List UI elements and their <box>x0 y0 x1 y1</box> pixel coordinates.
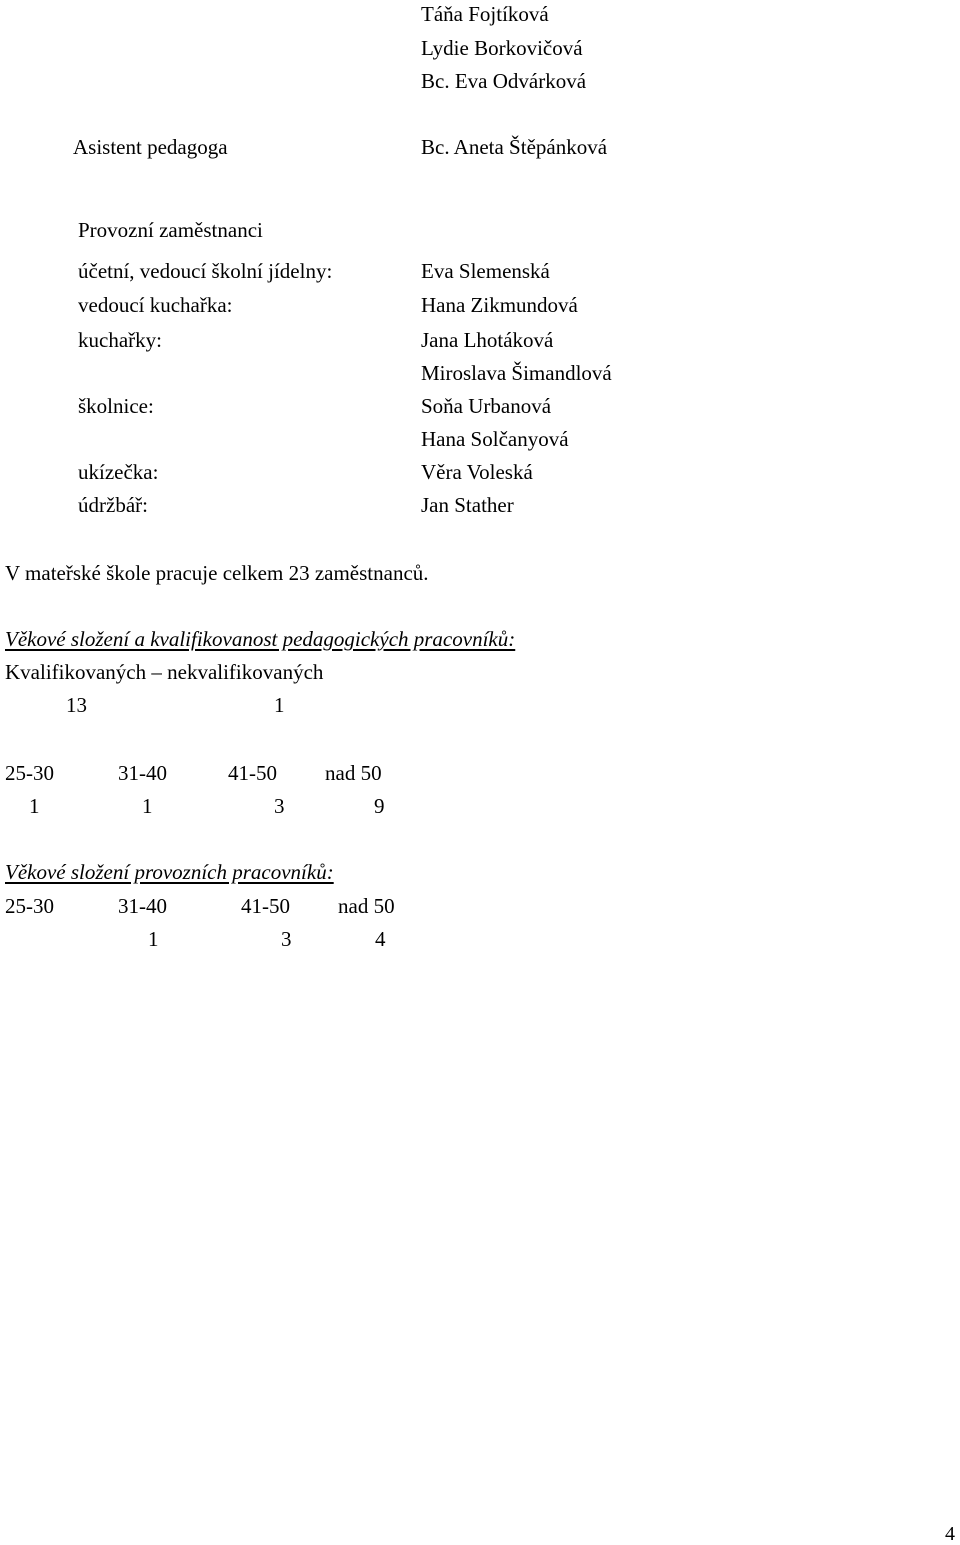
qualification-labels: Kvalifikovaných – nekvalifikovaných <box>5 660 324 684</box>
staff-name-2: Lydie Borkovičová <box>421 36 583 60</box>
role-name-cleaner: Věra Voleská <box>421 460 533 484</box>
op-age-count-1: 1 <box>148 927 159 951</box>
role-name-maintenance: Jan Stather <box>421 493 514 517</box>
role-name-caretaker-2: Hana Solčanyová <box>421 427 569 451</box>
op-age-group-1: 25-30 <box>5 894 54 918</box>
ped-age-count-2: 1 <box>142 794 153 818</box>
operational-title: Provozní zaměstnanci <box>78 218 263 242</box>
role-label-cleaner: ukízečka: <box>78 460 159 484</box>
pedagogical-heading: Věkové složení a kvalifikovanost pedagogických pracovníků: <box>5 627 516 651</box>
role-name-accountant: Eva Slemenská <box>421 259 550 283</box>
staff-name-3: Bc. Eva Odvárková <box>421 69 587 93</box>
ped-age-group-3: 41-50 <box>228 761 277 785</box>
op-age-group-2: 31-40 <box>118 894 167 918</box>
role-label-head-cook: vedoucí kuchařka: <box>78 293 233 317</box>
operational-age-heading: Věkové složení provozních pracovníků: <box>5 860 334 884</box>
assistant-label: Asistent pedagoga <box>73 135 228 159</box>
ped-age-count-1: 1 <box>29 794 40 818</box>
unqualified-count: 1 <box>274 693 285 717</box>
role-label-accountant: účetní, vedoucí školní jídelny: <box>78 259 333 283</box>
staff-name-1: Táňa Fojtíková <box>421 2 549 26</box>
page-number: 4 <box>945 1523 955 1545</box>
op-age-count-2: 3 <box>281 927 292 951</box>
summary-text: V mateřské škole pracuje celkem 23 zaměstnanců. <box>5 561 429 585</box>
op-age-count-3: 4 <box>375 927 386 951</box>
op-age-group-4: nad 50 <box>338 894 395 918</box>
role-name-head-cook: Hana Zikmundová <box>421 293 578 317</box>
role-name-cook-2: Miroslava Šimandlová <box>421 361 612 385</box>
ped-age-group-4: nad 50 <box>325 761 382 785</box>
role-label-caretaker: školnice: <box>78 394 154 418</box>
role-label-cooks: kuchařky: <box>78 328 162 352</box>
qualified-count: 13 <box>66 693 87 717</box>
role-label-maintenance: údržbář: <box>78 493 148 517</box>
ped-age-count-3: 3 <box>274 794 285 818</box>
op-age-group-3: 41-50 <box>241 894 290 918</box>
ped-age-group-1: 25-30 <box>5 761 54 785</box>
role-name-cook-1: Jana Lhotáková <box>421 328 554 352</box>
ped-age-count-4: 9 <box>374 794 385 818</box>
assistant-name: Bc. Aneta Štěpánková <box>421 135 608 159</box>
role-name-caretaker-1: Soňa Urbanová <box>421 394 552 418</box>
ped-age-group-2: 31-40 <box>118 761 167 785</box>
